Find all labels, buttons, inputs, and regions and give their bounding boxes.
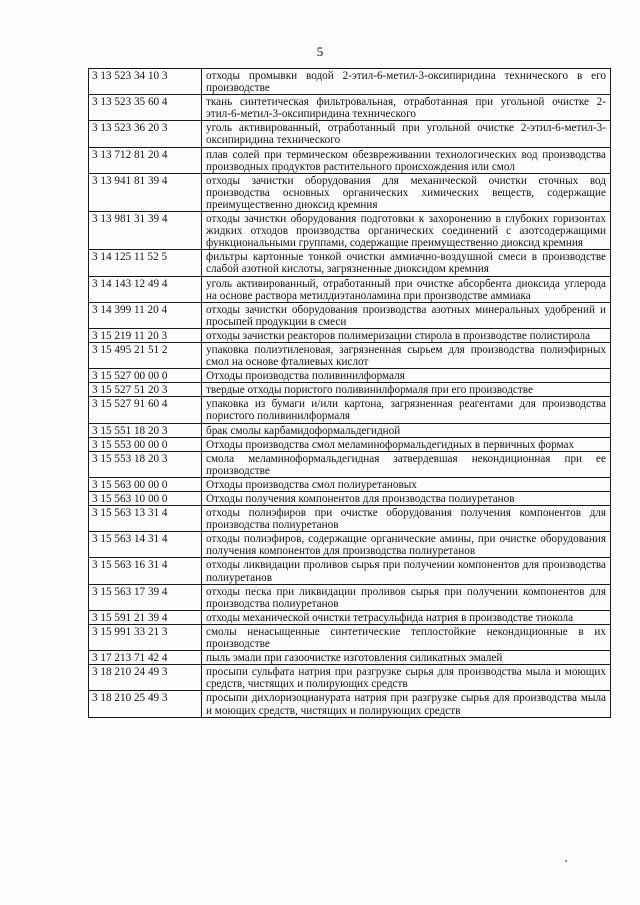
waste-description-cell: Отходы производства смол меламиноформальдегидных в первичных формах <box>202 437 611 451</box>
waste-description-cell: Отходы получения компонентов для производства полиуретанов <box>202 492 611 506</box>
waste-code-cell: 3 15 495 21 51 2 <box>89 342 202 368</box>
waste-description-cell: ткань синтетическая фильтровальная, отработанная при угольной очистке 2-этил-6-метил-3-оксипиридина технического <box>202 95 611 121</box>
scan-artifact <box>565 860 567 862</box>
waste-code-cell: 3 15 563 10 00 0 <box>89 492 202 506</box>
waste-description-cell: просыпи сульфата натрия при разгрузке сырья для производства мыла и моющих средств, чистящих и полирующих средств <box>202 665 611 691</box>
table-row <box>89 397 611 423</box>
waste-description-cell: фильтры картонные тонкой очистки аммиачно-воздушной смеси в производстве слабой азотной кислоты, загрязненные диоксидом кремния <box>202 250 611 276</box>
waste-code-cell: 3 15 563 14 31 4 <box>89 532 202 558</box>
waste-code-cell: 3 15 553 18 20 3 <box>89 451 202 477</box>
waste-description-cell: Отходы производства поливинилформаля <box>202 369 611 383</box>
page-number: 5 <box>316 44 324 59</box>
waste-code-cell: 3 15 563 13 31 4 <box>89 506 202 532</box>
waste-code-cell: 3 15 219 11 20 3 <box>89 328 202 342</box>
waste-code-cell: 3 15 527 51 20 3 <box>89 383 202 397</box>
table-row <box>89 506 611 532</box>
table-row <box>89 691 611 717</box>
table-row <box>89 383 611 397</box>
table-row <box>89 665 611 691</box>
waste-code-cell: 3 14 399 11 20 4 <box>89 302 202 328</box>
table-row <box>89 212 611 250</box>
waste-description-cell: отходы зачистки реакторов полимеризации стирола в производстве полистирола <box>202 328 611 342</box>
waste-description-cell: уголь активированный, отработанный при угольной очистке 2-этил-6-метил-3-оксипиридина технического <box>202 121 611 147</box>
waste-description-cell: плав солей при термическом обезвреживании технологических вод производства производных продуктов растительного происхождения или смол <box>202 147 611 173</box>
table-row <box>89 147 611 173</box>
waste-description-cell: отходы полиэфиров при очистке оборудования получения компонентов для производства полиуретанов <box>202 506 611 532</box>
waste-description-cell: упаковка полиэтиленовая, загрязненная сырьем для производства полиэфирных смол на основе фталиевых кислот <box>202 342 611 368</box>
waste-code-cell: 3 15 563 16 31 4 <box>89 558 202 584</box>
table-row <box>89 302 611 328</box>
waste-description-cell: отходы механической очистки тетрасульфида натрия в производстве тиокола <box>202 610 611 624</box>
table-row <box>89 423 611 437</box>
waste-description-cell: отходы зачистки оборудования для механической очистки сточных вод производства основных органических химических веществ, содержащие преимущественно диоксид кремния <box>202 173 611 211</box>
waste-description-cell: смолы ненасыщенные синтетические теплостойкие некондиционные в их производстве <box>202 624 611 650</box>
waste-code-cell: 3 15 563 00 00 0 <box>89 477 202 491</box>
waste-description-cell: брак смолы карбамидоформальдегидной <box>202 423 611 437</box>
waste-description-cell: Отходы производства смол полиуретановых <box>202 477 611 491</box>
waste-description-cell: уголь активированный, отработанный при очистке абсорбента диоксида углерода на основе раствора метилдиэтаноламина при производстве аммиака <box>202 276 611 302</box>
table-row <box>89 624 611 650</box>
waste-code-table <box>88 68 611 718</box>
waste-description-cell: отходы песка при ликвидации проливов сырья при получении компонентов для производства полиуретанов <box>202 584 611 610</box>
table-row <box>89 369 611 383</box>
waste-description-cell: смола меламиноформальдегидная затвердевшая некондиционная при ее производстве <box>202 451 611 477</box>
waste-code-cell: 3 14 143 12 49 4 <box>89 276 202 302</box>
waste-code-cell: 3 15 551 18 20 3 <box>89 423 202 437</box>
table-row <box>89 342 611 368</box>
waste-code-cell: 3 13 712 81 20 4 <box>89 147 202 173</box>
table-row <box>89 492 611 506</box>
table-body <box>89 69 611 718</box>
waste-description-cell: отходы ликвидации проливов сырья при получении компонентов для производства полиуретанов <box>202 558 611 584</box>
waste-description-cell: твердые отходы пористого поливинилформаля при его производстве <box>202 383 611 397</box>
table-row <box>89 95 611 121</box>
waste-code-cell: 3 15 563 17 39 4 <box>89 584 202 610</box>
table-row <box>89 610 611 624</box>
table-row <box>89 276 611 302</box>
table-row <box>89 477 611 491</box>
waste-code-cell: 3 15 527 00 00 0 <box>89 369 202 383</box>
waste-code-cell: 3 17 213 71 42 4 <box>89 651 202 665</box>
waste-code-cell: 3 18 210 24 49 3 <box>89 665 202 691</box>
waste-code-cell: 3 13 941 81 39 4 <box>89 173 202 211</box>
waste-description-cell: отходы полиэфиров, содержащие органические амины, при очистке оборудования получения компонентов для производства полиуретанов <box>202 532 611 558</box>
waste-code-cell: 3 15 991 33 21 3 <box>89 624 202 650</box>
table-row <box>89 651 611 665</box>
waste-code-cell: 3 15 553 00 00 0 <box>89 437 202 451</box>
waste-description-cell: отходы зачистки оборудования производства азотных минеральных удобрений и просыпей продукции в смеси <box>202 302 611 328</box>
waste-description-cell: отходы промывки водой 2-этил-6-метил-3-оксипиридина технического в его производстве <box>202 69 611 95</box>
waste-code-cell: 3 15 527 91 60 4 <box>89 397 202 423</box>
table-row <box>89 584 611 610</box>
waste-code-cell: 3 13 981 31 39 4 <box>89 212 202 250</box>
waste-code-cell: 3 15 591 21 39 4 <box>89 610 202 624</box>
waste-description-cell: пыль эмали при газоочистке изготовления силикатных эмалей <box>202 651 611 665</box>
waste-description-cell: просыпи дихлоризоцианурата натрия при разгрузке сырья для производства мыла и моющих средств, чистящих и полирующих средств <box>202 691 611 717</box>
waste-description-cell: упаковка из бумаги и/или картона, загрязненная реагентами для производства пористого поливинилформаля <box>202 397 611 423</box>
table-row <box>89 532 611 558</box>
waste-code-cell: 3 14 125 11 52 5 <box>89 250 202 276</box>
table-row <box>89 121 611 147</box>
waste-description-cell: отходы зачистки оборудования подготовки к захоронению в глубоких горизонтах жидких отходов производства органических соединений с азотсодержащими функциональными группами, содержащие преимущественно диоксид кремния <box>202 212 611 250</box>
table-row <box>89 558 611 584</box>
table-row <box>89 328 611 342</box>
table-row <box>89 173 611 211</box>
waste-code-cell: 3 13 523 35 60 4 <box>89 95 202 121</box>
waste-code-cell: 3 18 210 25 49 3 <box>89 691 202 717</box>
table-row <box>89 451 611 477</box>
waste-code-cell: 3 13 523 34 10 3 <box>89 69 202 95</box>
waste-code-cell: 3 13 523 36 20 3 <box>89 121 202 147</box>
table-row <box>89 69 611 95</box>
table-row <box>89 437 611 451</box>
table-row <box>89 250 611 276</box>
